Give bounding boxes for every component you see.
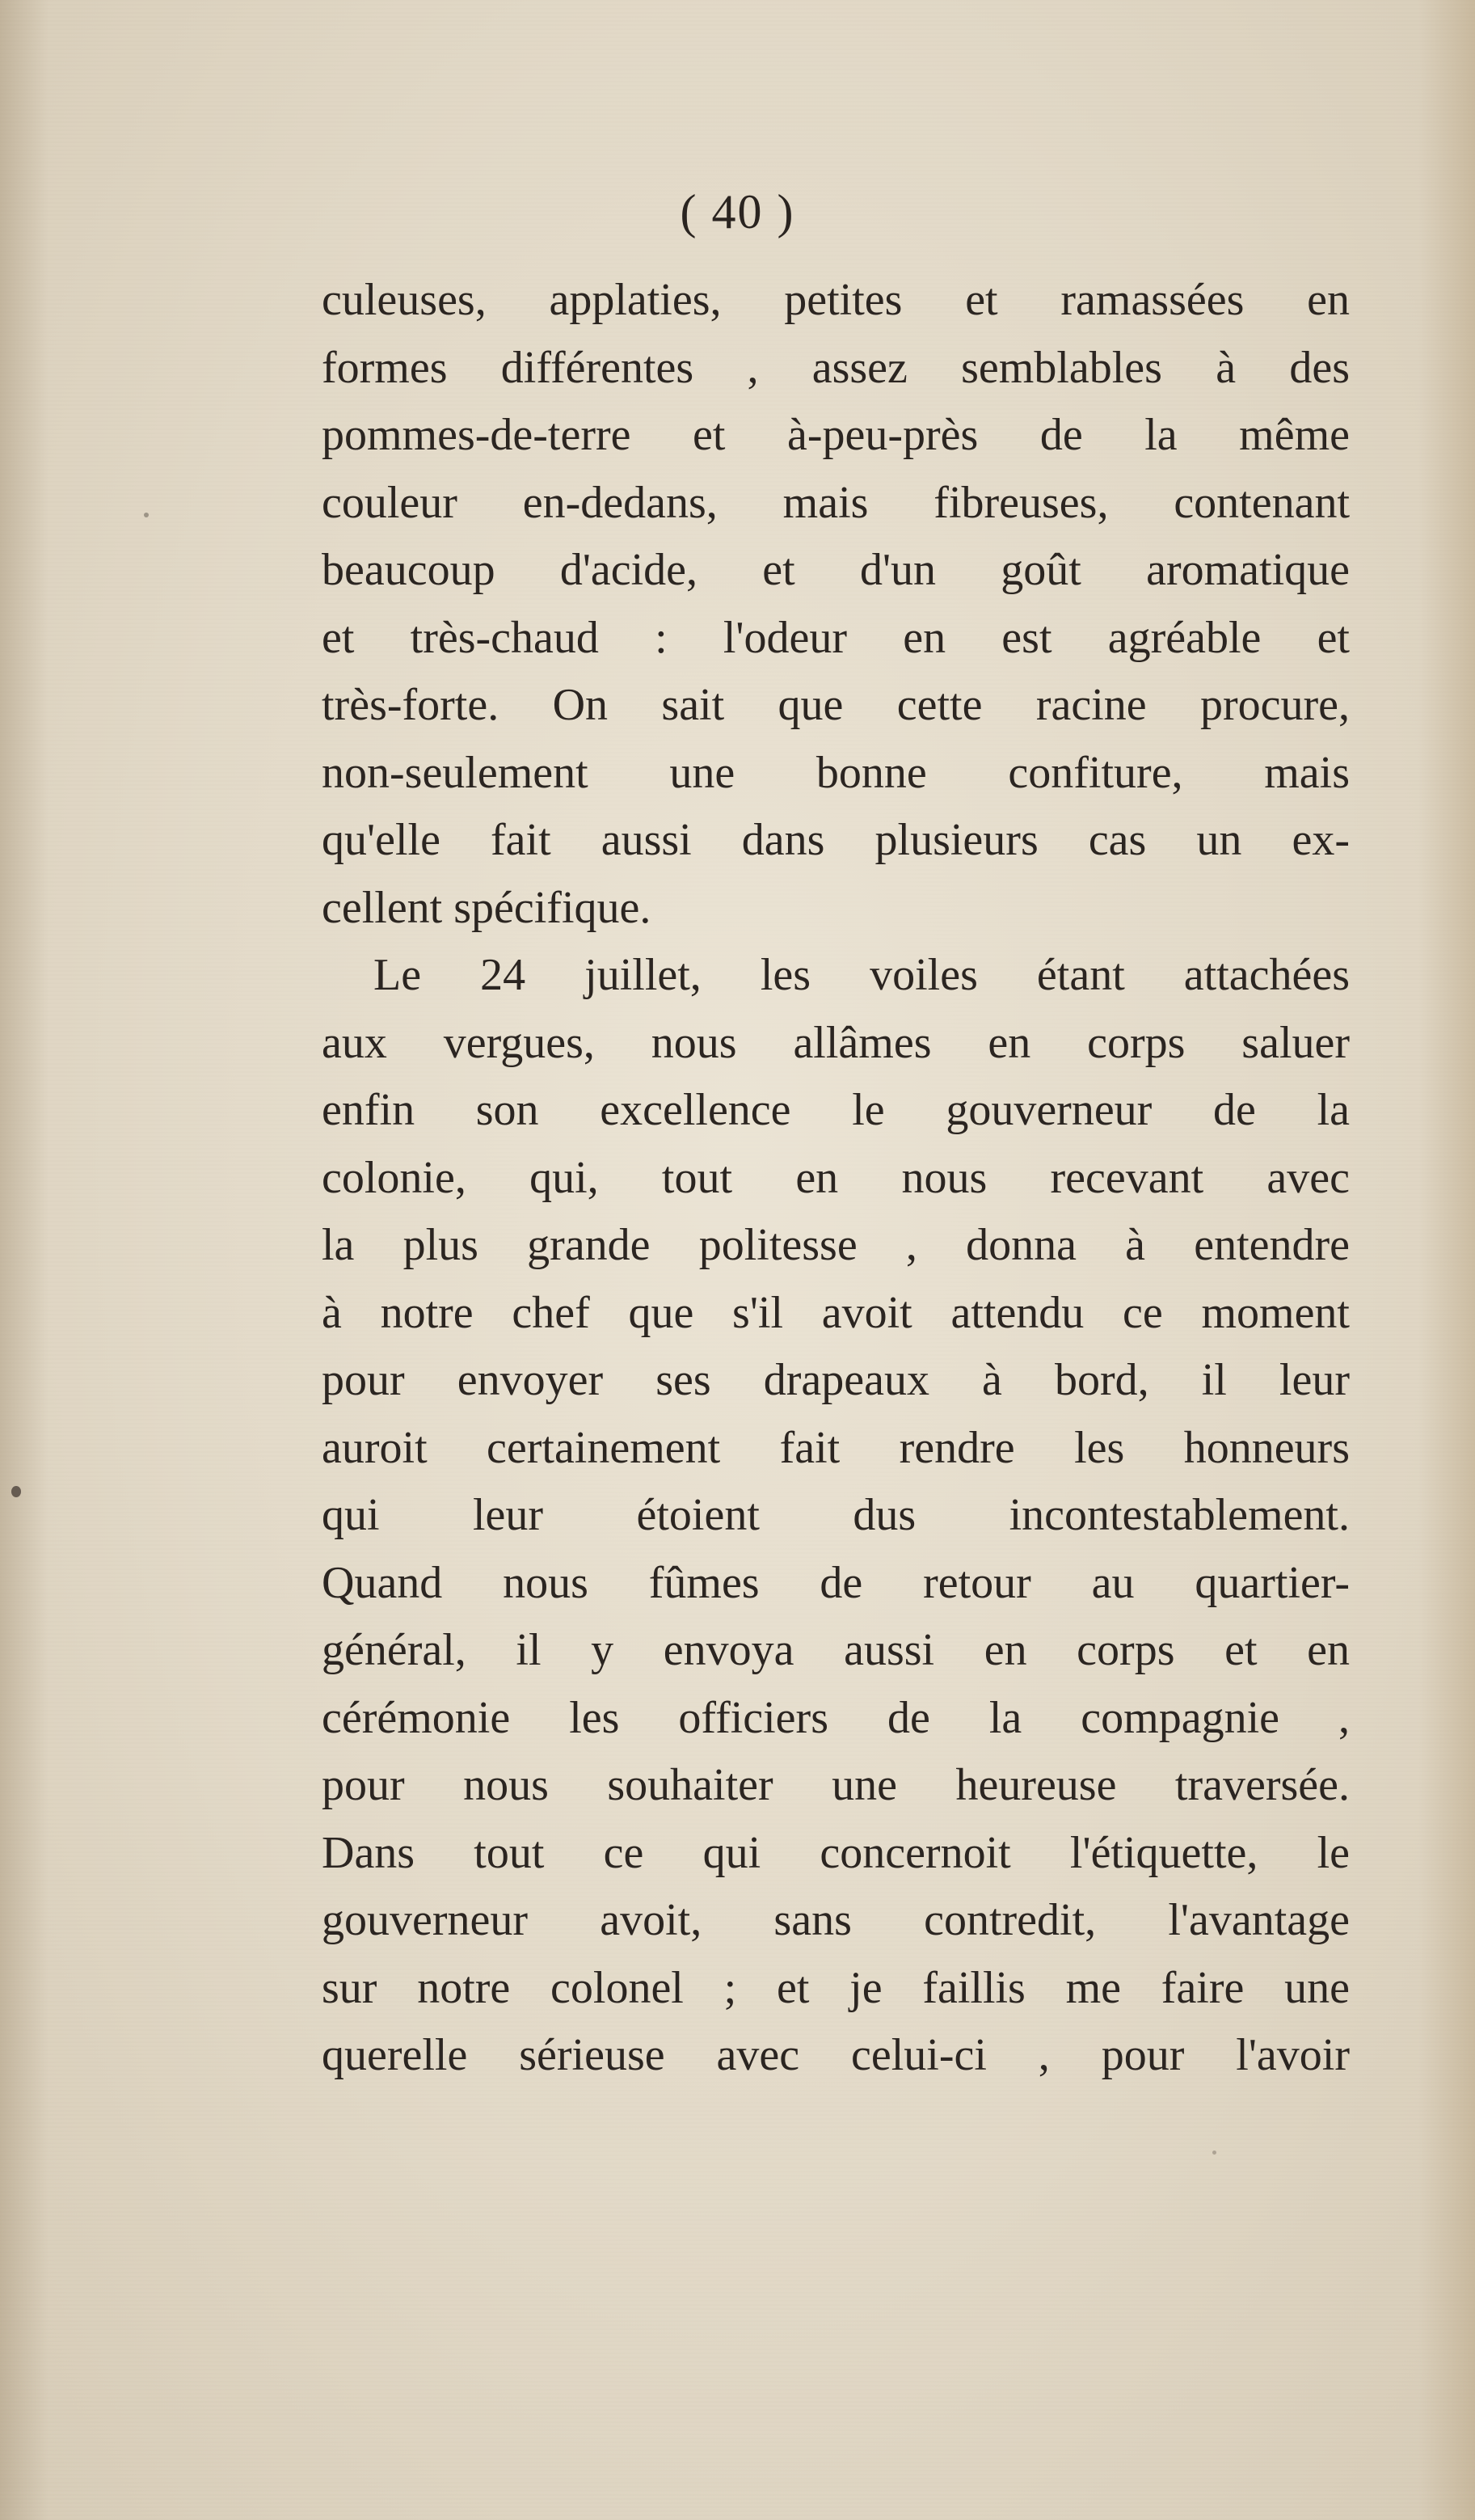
ink-speck [1212, 2151, 1216, 2155]
text-line: couleur en-dedans, mais fibreuses, contenant [322, 477, 1350, 528]
text-line: Dans tout ce qui concernoit l'étiquette, le [322, 1827, 1350, 1878]
text-line: querelle sérieuse avec celui-ci , pour l'avoir [322, 2030, 1350, 2080]
text-line: à notre chef que s'il avoit attendu ce moment [322, 1287, 1350, 1338]
text-line: pour envoyer ses drapeaux à bord, il leur [322, 1355, 1350, 1405]
text-line: la plus grande politesse , donna à entendre [322, 1220, 1350, 1270]
text-line: culeuses, applaties, petites et ramassées en [322, 275, 1350, 325]
text-line: enfin son excellence le gouverneur de la [322, 1085, 1350, 1135]
paragraph-start-line: Le 24 juillet, les voiles étant attachées [373, 950, 1350, 1000]
text-line: formes différentes , assez semblables à des [322, 342, 1350, 393]
page-number: ( 40 ) [680, 185, 795, 238]
text-line: Quand nous fûmes de retour au quartier- [322, 1557, 1350, 1608]
text-line: très-forte. On sait que cette racine procure, [322, 680, 1350, 730]
text-line: pour nous souhaiter une heureuse traversée. [322, 1760, 1350, 1810]
text-line: et très-chaud : l'odeur en est agréable et [322, 612, 1350, 663]
text-line: beaucoup d'acide, et d'un goût aromatique [322, 545, 1350, 595]
text-line: auroit certainement fait rendre les honneurs [322, 1422, 1350, 1473]
text-line: sur notre colonel ; et je faillis me faire une [322, 1962, 1350, 2013]
ink-speck [144, 513, 149, 517]
ink-speck [11, 1486, 21, 1497]
paragraph-end-line: cellent spécifique. [322, 882, 651, 933]
text-line: cérémonie les officiers de la compagnie , [322, 1692, 1350, 1743]
text-line: non-seulement une bonne confiture, mais [322, 747, 1350, 798]
text-line: qu'elle fait aussi dans plusieurs cas un ex- [322, 815, 1350, 865]
text-line: pommes-de-terre et à-peu-près de la même [322, 410, 1350, 460]
text-line: aux vergues, nous allâmes en corps saluer [322, 1017, 1350, 1068]
text-line: colonie, qui, tout en nous recevant avec [322, 1152, 1350, 1203]
body-text [322, 267, 1350, 2090]
text-line: qui leur étoient dus incontestablement. [322, 1490, 1350, 1540]
text-line: gouverneur avoit, sans contredit, l'avantage [322, 1895, 1350, 1945]
text-line: général, il y envoya aussi en corps et en [322, 1625, 1350, 1675]
